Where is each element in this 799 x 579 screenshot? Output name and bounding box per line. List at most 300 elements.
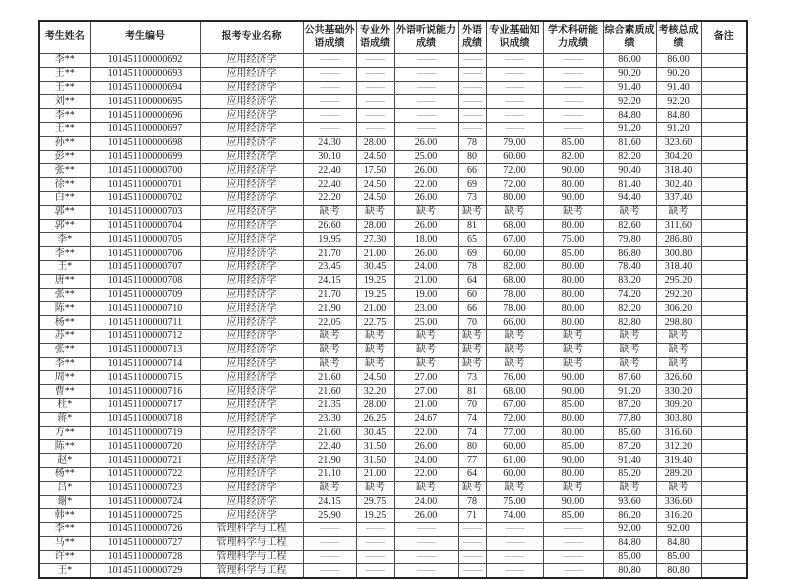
cell-professional-knowledge-score: —— xyxy=(486,67,543,81)
cell-comprehensive-quality-score: 79.80 xyxy=(603,233,656,247)
cell-professional-knowledge-score: 68.00 xyxy=(486,274,543,288)
table-row xyxy=(39,398,747,412)
cell-remarks xyxy=(701,67,747,81)
cell-professional-knowledge-score: 72.00 xyxy=(486,164,543,178)
cell-assessment-total-score: 326.60 xyxy=(656,371,701,385)
cell-remarks xyxy=(701,564,747,578)
cell-listening-speaking-score: 24.00 xyxy=(394,454,458,468)
cell-remarks xyxy=(701,95,747,109)
cell-listening-speaking-score: 18.00 xyxy=(394,233,458,247)
cell-comprehensive-quality-score: 91.20 xyxy=(603,385,656,399)
table-row xyxy=(39,454,747,468)
cell-foreign-lang-score: —— xyxy=(458,122,486,136)
cell-remarks xyxy=(701,316,747,330)
cell-remarks xyxy=(701,440,747,454)
cell-candidate-name: 吕* xyxy=(39,481,90,495)
cell-professional-knowledge-score: —— xyxy=(486,536,543,550)
table-row xyxy=(39,467,747,481)
cell-academic-research-score: 80.00 xyxy=(543,412,603,426)
cell-candidate-id: 101451100000718 xyxy=(90,412,200,426)
cell-public-basic-foreign-lang-score: 24.15 xyxy=(303,274,356,288)
cell-foreign-lang-score: 64 xyxy=(458,274,486,288)
cell-academic-research-score: 缺考 xyxy=(543,205,603,219)
cell-assessment-total-score: 91.40 xyxy=(656,81,701,95)
column-header-remarks: 备注 xyxy=(701,21,747,54)
cell-professional-foreign-lang-score: 17.50 xyxy=(356,164,394,178)
cell-major-name: 应用经济学 xyxy=(200,509,303,523)
cell-foreign-lang-score: 70 xyxy=(458,316,486,330)
cell-candidate-name: 李** xyxy=(39,357,90,371)
cell-assessment-total-score: 306.20 xyxy=(656,302,701,316)
cell-listening-speaking-score: —— xyxy=(394,523,458,537)
cell-foreign-lang-score: 70 xyxy=(458,398,486,412)
table-row xyxy=(39,191,747,205)
cell-professional-knowledge-score: 72.00 xyxy=(486,178,543,192)
cell-comprehensive-quality-score: 82.80 xyxy=(603,316,656,330)
cell-public-basic-foreign-lang-score: 21.90 xyxy=(303,302,356,316)
cell-candidate-id: 101451100000696 xyxy=(90,109,200,123)
cell-listening-speaking-score: 26.00 xyxy=(394,509,458,523)
cell-foreign-lang-score: 81 xyxy=(458,219,486,233)
cell-professional-knowledge-score: 78.00 xyxy=(486,288,543,302)
cell-professional-foreign-lang-score: 29.75 xyxy=(356,495,394,509)
cell-foreign-lang-score: 66 xyxy=(458,302,486,316)
cell-foreign-lang-score: 80 xyxy=(458,150,486,164)
cell-professional-knowledge-score: 78.00 xyxy=(486,302,543,316)
cell-candidate-name: 郭** xyxy=(39,219,90,233)
cell-comprehensive-quality-score: 92.20 xyxy=(603,95,656,109)
cell-candidate-name: 陈** xyxy=(39,440,90,454)
cell-candidate-id: 101451100000713 xyxy=(90,343,200,357)
cell-public-basic-foreign-lang-score: —— xyxy=(303,564,356,578)
cell-listening-speaking-score: —— xyxy=(394,54,458,68)
table-row xyxy=(39,523,747,537)
cell-public-basic-foreign-lang-score: —— xyxy=(303,523,356,537)
table-row xyxy=(39,95,747,109)
cell-assessment-total-score: 302.40 xyxy=(656,178,701,192)
cell-foreign-lang-score: 60 xyxy=(458,288,486,302)
cell-professional-knowledge-score: 79.00 xyxy=(486,136,543,150)
cell-public-basic-foreign-lang-score: 26.60 xyxy=(303,219,356,233)
cell-academic-research-score: 85.00 xyxy=(543,136,603,150)
cell-academic-research-score: 90.00 xyxy=(543,454,603,468)
cell-candidate-id: 101451100000699 xyxy=(90,150,200,164)
cell-major-name: 管理科学与工程 xyxy=(200,564,303,578)
cell-professional-foreign-lang-score: 缺考 xyxy=(356,329,394,343)
cell-foreign-lang-score: —— xyxy=(458,95,486,109)
cell-professional-foreign-lang-score: 19.25 xyxy=(356,274,394,288)
table-row xyxy=(39,54,747,68)
cell-assessment-total-score: 289.20 xyxy=(656,467,701,481)
cell-professional-foreign-lang-score: —— xyxy=(356,109,394,123)
cell-candidate-name: 谢* xyxy=(39,495,90,509)
cell-foreign-lang-score: —— xyxy=(458,550,486,564)
cell-professional-knowledge-score: 68.00 xyxy=(486,219,543,233)
cell-listening-speaking-score: 27.00 xyxy=(394,385,458,399)
cell-foreign-lang-score: —— xyxy=(458,523,486,537)
cell-assessment-total-score: 312.20 xyxy=(656,440,701,454)
cell-comprehensive-quality-score: 81.40 xyxy=(603,178,656,192)
cell-major-name: 应用经济学 xyxy=(200,178,303,192)
cell-listening-speaking-score: 22.00 xyxy=(394,426,458,440)
cell-assessment-total-score: 330.20 xyxy=(656,385,701,399)
cell-foreign-lang-score: 缺考 xyxy=(458,329,486,343)
cell-major-name: 应用经济学 xyxy=(200,150,303,164)
cell-candidate-name: 郭** xyxy=(39,205,90,219)
cell-comprehensive-quality-score: 缺考 xyxy=(603,357,656,371)
cell-major-name: 应用经济学 xyxy=(200,440,303,454)
cell-public-basic-foreign-lang-score: 22.40 xyxy=(303,440,356,454)
cell-major-name: 应用经济学 xyxy=(200,67,303,81)
cell-comprehensive-quality-score: 91.20 xyxy=(603,122,656,136)
cell-listening-speaking-score: 缺考 xyxy=(394,205,458,219)
cell-candidate-name: 李** xyxy=(39,54,90,68)
cell-candidate-name: 王** xyxy=(39,81,90,95)
cell-candidate-id: 101451100000698 xyxy=(90,136,200,150)
cell-listening-speaking-score: 26.00 xyxy=(394,191,458,205)
cell-major-name: 应用经济学 xyxy=(200,343,303,357)
cell-academic-research-score: —— xyxy=(543,54,603,68)
cell-professional-foreign-lang-score: —— xyxy=(356,550,394,564)
cell-academic-research-score: —— xyxy=(543,564,603,578)
cell-candidate-id: 101451100000701 xyxy=(90,178,200,192)
cell-professional-foreign-lang-score: 24.50 xyxy=(356,150,394,164)
cell-remarks xyxy=(701,150,747,164)
table-row xyxy=(39,495,747,509)
cell-major-name: 应用经济学 xyxy=(200,467,303,481)
cell-public-basic-foreign-lang-score: —— xyxy=(303,67,356,81)
cell-listening-speaking-score: 26.00 xyxy=(394,136,458,150)
cell-remarks xyxy=(701,426,747,440)
column-header-academic-research-score: 学术科研能力成绩 xyxy=(543,21,603,54)
cell-professional-foreign-lang-score: 缺考 xyxy=(356,343,394,357)
cell-academic-research-score: 80.00 xyxy=(543,467,603,481)
cell-listening-speaking-score: 23.00 xyxy=(394,302,458,316)
cell-foreign-lang-score: —— xyxy=(458,67,486,81)
cell-candidate-id: 101451100000711 xyxy=(90,316,200,330)
cell-assessment-total-score: 缺考 xyxy=(656,329,701,343)
cell-candidate-id: 101451100000700 xyxy=(90,164,200,178)
cell-professional-knowledge-score: —— xyxy=(486,109,543,123)
cell-major-name: 应用经济学 xyxy=(200,398,303,412)
cell-public-basic-foreign-lang-score: 22.05 xyxy=(303,316,356,330)
cell-professional-knowledge-score: 60.00 xyxy=(486,440,543,454)
cell-professional-knowledge-score: 缺考 xyxy=(486,357,543,371)
cell-comprehensive-quality-score: 86.80 xyxy=(603,247,656,261)
cell-candidate-id: 101451100000723 xyxy=(90,481,200,495)
cell-assessment-total-score: 86.00 xyxy=(656,54,701,68)
cell-academic-research-score: 80.00 xyxy=(543,288,603,302)
cell-public-basic-foreign-lang-score: 30.10 xyxy=(303,150,356,164)
cell-listening-speaking-score: —— xyxy=(394,536,458,550)
cell-professional-foreign-lang-score: —— xyxy=(356,54,394,68)
column-header-candidate-name: 考生姓名 xyxy=(39,21,90,54)
cell-professional-foreign-lang-score: 21.00 xyxy=(356,247,394,261)
cell-comprehensive-quality-score: 86.00 xyxy=(603,54,656,68)
cell-public-basic-foreign-lang-score: 24.15 xyxy=(303,495,356,509)
cell-major-name: 应用经济学 xyxy=(200,371,303,385)
cell-academic-research-score: 90.00 xyxy=(543,371,603,385)
cell-remarks xyxy=(701,274,747,288)
cell-candidate-id: 101451100000714 xyxy=(90,357,200,371)
candidate-score-table xyxy=(38,20,748,579)
cell-foreign-lang-score: 69 xyxy=(458,247,486,261)
cell-comprehensive-quality-score: 84.80 xyxy=(603,109,656,123)
table-row xyxy=(39,219,747,233)
cell-remarks xyxy=(701,178,747,192)
cell-academic-research-score: 缺考 xyxy=(543,343,603,357)
cell-assessment-total-score: 84.80 xyxy=(656,536,701,550)
cell-assessment-total-score: 286.80 xyxy=(656,233,701,247)
cell-assessment-total-score: 319.40 xyxy=(656,454,701,468)
cell-comprehensive-quality-score: 缺考 xyxy=(603,481,656,495)
cell-assessment-total-score: 295.20 xyxy=(656,274,701,288)
table-row xyxy=(39,357,747,371)
cell-candidate-id: 101451100000721 xyxy=(90,454,200,468)
cell-major-name: 管理科学与工程 xyxy=(200,536,303,550)
cell-major-name: 应用经济学 xyxy=(200,329,303,343)
cell-candidate-name: 陈** xyxy=(39,302,90,316)
cell-major-name: 应用经济学 xyxy=(200,260,303,274)
cell-major-name: 应用经济学 xyxy=(200,288,303,302)
cell-academic-research-score: 90.00 xyxy=(543,164,603,178)
cell-professional-knowledge-score: 67.00 xyxy=(486,398,543,412)
cell-assessment-total-score: 90.20 xyxy=(656,67,701,81)
cell-candidate-id: 101451100000703 xyxy=(90,205,200,219)
cell-candidate-id: 101451100000706 xyxy=(90,247,200,261)
cell-assessment-total-score: 337.40 xyxy=(656,191,701,205)
cell-candidate-id: 101451100000715 xyxy=(90,371,200,385)
cell-academic-research-score: —— xyxy=(543,536,603,550)
cell-academic-research-score: 80.00 xyxy=(543,260,603,274)
cell-candidate-id: 101451100000720 xyxy=(90,440,200,454)
cell-assessment-total-score: 91.20 xyxy=(656,122,701,136)
cell-remarks xyxy=(701,164,747,178)
cell-candidate-id: 101451100000695 xyxy=(90,95,200,109)
cell-assessment-total-score: 316.20 xyxy=(656,509,701,523)
column-header-major-name: 报考专业名称 xyxy=(200,21,303,54)
cell-major-name: 应用经济学 xyxy=(200,357,303,371)
cell-professional-foreign-lang-score: —— xyxy=(356,95,394,109)
cell-public-basic-foreign-lang-score: 22.40 xyxy=(303,178,356,192)
cell-professional-foreign-lang-score: 30.45 xyxy=(356,260,394,274)
cell-comprehensive-quality-score: 81.60 xyxy=(603,136,656,150)
cell-academic-research-score: 80.00 xyxy=(543,316,603,330)
cell-academic-research-score: 75.00 xyxy=(543,233,603,247)
cell-remarks xyxy=(701,233,747,247)
cell-foreign-lang-score: 78 xyxy=(458,495,486,509)
cell-professional-knowledge-score: 缺考 xyxy=(486,329,543,343)
cell-professional-foreign-lang-score: —— xyxy=(356,564,394,578)
cell-major-name: 应用经济学 xyxy=(200,316,303,330)
cell-assessment-total-score: 304.20 xyxy=(656,150,701,164)
cell-assessment-total-score: 92.20 xyxy=(656,95,701,109)
cell-candidate-name: 徐** xyxy=(39,178,90,192)
cell-foreign-lang-score: 缺考 xyxy=(458,357,486,371)
cell-comprehensive-quality-score: 91.40 xyxy=(603,454,656,468)
column-header-foreign-lang-score: 外语成绩 xyxy=(458,21,486,54)
cell-comprehensive-quality-score: 90.40 xyxy=(603,164,656,178)
cell-assessment-total-score: 85.00 xyxy=(656,550,701,564)
cell-comprehensive-quality-score: 94.40 xyxy=(603,191,656,205)
cell-candidate-id: 101451100000716 xyxy=(90,385,200,399)
cell-major-name: 应用经济学 xyxy=(200,95,303,109)
cell-public-basic-foreign-lang-score: 缺考 xyxy=(303,343,356,357)
table-row xyxy=(39,150,747,164)
table-row xyxy=(39,67,747,81)
cell-professional-knowledge-score: 76.00 xyxy=(486,371,543,385)
cell-candidate-id: 101451100000702 xyxy=(90,191,200,205)
cell-assessment-total-score: 318.40 xyxy=(656,260,701,274)
cell-major-name: 应用经济学 xyxy=(200,426,303,440)
cell-foreign-lang-score: 74 xyxy=(458,412,486,426)
cell-major-name: 应用经济学 xyxy=(200,412,303,426)
cell-foreign-lang-score: —— xyxy=(458,109,486,123)
cell-candidate-name: 李** xyxy=(39,109,90,123)
cell-assessment-total-score: 缺考 xyxy=(656,481,701,495)
cell-major-name: 应用经济学 xyxy=(200,247,303,261)
table-row xyxy=(39,564,747,578)
column-header-professional-knowledge-score: 专业基础知识成绩 xyxy=(486,21,543,54)
cell-remarks xyxy=(701,329,747,343)
cell-listening-speaking-score: 21.00 xyxy=(394,274,458,288)
cell-professional-knowledge-score: 60.00 xyxy=(486,467,543,481)
cell-academic-research-score: 80.00 xyxy=(543,302,603,316)
cell-candidate-id: 101451100000708 xyxy=(90,274,200,288)
table-row xyxy=(39,122,747,136)
cell-candidate-name: 杨** xyxy=(39,467,90,481)
cell-candidate-name: 曹** xyxy=(39,385,90,399)
cell-remarks xyxy=(701,109,747,123)
cell-professional-knowledge-score: —— xyxy=(486,81,543,95)
cell-academic-research-score: 缺考 xyxy=(543,357,603,371)
cell-academic-research-score: —— xyxy=(543,109,603,123)
cell-comprehensive-quality-score: 92.00 xyxy=(603,523,656,537)
cell-assessment-total-score: 92.00 xyxy=(656,523,701,537)
cell-public-basic-foreign-lang-score: 25.90 xyxy=(303,509,356,523)
cell-remarks xyxy=(701,385,747,399)
cell-comprehensive-quality-score: 80.80 xyxy=(603,564,656,578)
cell-comprehensive-quality-score: 82.20 xyxy=(603,150,656,164)
column-header-candidate-id: 考生编号 xyxy=(90,21,200,54)
cell-comprehensive-quality-score: 缺考 xyxy=(603,343,656,357)
cell-candidate-id: 101451100000705 xyxy=(90,233,200,247)
cell-foreign-lang-score: 78 xyxy=(458,260,486,274)
cell-remarks xyxy=(701,288,747,302)
cell-remarks xyxy=(701,302,747,316)
cell-listening-speaking-score: 27.00 xyxy=(394,371,458,385)
cell-listening-speaking-score: 缺考 xyxy=(394,329,458,343)
cell-foreign-lang-score: 81 xyxy=(458,385,486,399)
cell-professional-foreign-lang-score: 32.20 xyxy=(356,385,394,399)
cell-listening-speaking-score: —— xyxy=(394,81,458,95)
cell-comprehensive-quality-score: 83.20 xyxy=(603,274,656,288)
cell-candidate-name: 张** xyxy=(39,164,90,178)
cell-academic-research-score: 90.00 xyxy=(543,385,603,399)
cell-major-name: 应用经济学 xyxy=(200,219,303,233)
cell-professional-knowledge-score: 80.00 xyxy=(486,191,543,205)
cell-professional-knowledge-score: 74.00 xyxy=(486,509,543,523)
cell-remarks xyxy=(701,136,747,150)
cell-remarks xyxy=(701,467,747,481)
cell-remarks xyxy=(701,481,747,495)
cell-remarks xyxy=(701,343,747,357)
cell-academic-research-score: 85.00 xyxy=(543,398,603,412)
cell-academic-research-score: 缺考 xyxy=(543,329,603,343)
cell-candidate-id: 101451100000725 xyxy=(90,509,200,523)
cell-assessment-total-score: 300.80 xyxy=(656,247,701,261)
cell-remarks xyxy=(701,509,747,523)
cell-assessment-total-score: 292.20 xyxy=(656,288,701,302)
cell-remarks xyxy=(701,398,747,412)
cell-major-name: 管理科学与工程 xyxy=(200,550,303,564)
cell-academic-research-score: 80.00 xyxy=(543,178,603,192)
cell-academic-research-score: —— xyxy=(543,67,603,81)
column-header-assessment-total-score: 考核总成绩 xyxy=(656,21,701,54)
cell-candidate-name: 王** xyxy=(39,122,90,136)
cell-comprehensive-quality-score: 84.80 xyxy=(603,536,656,550)
table-row xyxy=(39,550,747,564)
cell-candidate-id: 101451100000712 xyxy=(90,329,200,343)
cell-professional-foreign-lang-score: 21.00 xyxy=(356,467,394,481)
cell-candidate-name: 张** xyxy=(39,288,90,302)
cell-major-name: 应用经济学 xyxy=(200,81,303,95)
cell-listening-speaking-score: 26.00 xyxy=(394,440,458,454)
cell-comprehensive-quality-score: 85.60 xyxy=(603,426,656,440)
table-row xyxy=(39,302,747,316)
cell-comprehensive-quality-score: 77.80 xyxy=(603,412,656,426)
cell-candidate-id: 101451100000692 xyxy=(90,54,200,68)
cell-remarks xyxy=(701,205,747,219)
cell-foreign-lang-score: 65 xyxy=(458,233,486,247)
cell-academic-research-score: 85.00 xyxy=(543,247,603,261)
cell-academic-research-score: 90.00 xyxy=(543,191,603,205)
cell-foreign-lang-score: 缺考 xyxy=(458,205,486,219)
cell-foreign-lang-score: 74 xyxy=(458,426,486,440)
cell-professional-foreign-lang-score: 缺考 xyxy=(356,205,394,219)
cell-assessment-total-score: 316.60 xyxy=(656,426,701,440)
cell-candidate-id: 101451100000710 xyxy=(90,302,200,316)
cell-comprehensive-quality-score: 86.20 xyxy=(603,509,656,523)
cell-candidate-name: 白** xyxy=(39,191,90,205)
cell-professional-foreign-lang-score: —— xyxy=(356,523,394,537)
cell-foreign-lang-score: 78 xyxy=(458,136,486,150)
cell-candidate-name: 唐** xyxy=(39,274,90,288)
cell-public-basic-foreign-lang-score: 缺考 xyxy=(303,205,356,219)
cell-public-basic-foreign-lang-score: 22.20 xyxy=(303,191,356,205)
cell-listening-speaking-score: 26.00 xyxy=(394,164,458,178)
cell-major-name: 应用经济学 xyxy=(200,302,303,316)
cell-candidate-name: 张** xyxy=(39,343,90,357)
cell-foreign-lang-score: 缺考 xyxy=(458,343,486,357)
cell-public-basic-foreign-lang-score: —— xyxy=(303,109,356,123)
cell-professional-knowledge-score: 缺考 xyxy=(486,481,543,495)
cell-public-basic-foreign-lang-score: 缺考 xyxy=(303,329,356,343)
cell-professional-foreign-lang-score: 31.50 xyxy=(356,440,394,454)
column-header-professional-foreign-lang-score: 专业外语成绩 xyxy=(356,21,394,54)
cell-remarks xyxy=(701,412,747,426)
cell-professional-foreign-lang-score: 27.30 xyxy=(356,233,394,247)
cell-candidate-name: 蒋* xyxy=(39,412,90,426)
cell-remarks xyxy=(701,122,747,136)
cell-candidate-name: 李** xyxy=(39,523,90,537)
cell-candidate-name: 方** xyxy=(39,426,90,440)
cell-candidate-id: 101451100000693 xyxy=(90,67,200,81)
cell-major-name: 应用经济学 xyxy=(200,205,303,219)
cell-public-basic-foreign-lang-score: 缺考 xyxy=(303,481,356,495)
cell-professional-foreign-lang-score: 28.00 xyxy=(356,136,394,150)
cell-comprehensive-quality-score: 缺考 xyxy=(603,205,656,219)
